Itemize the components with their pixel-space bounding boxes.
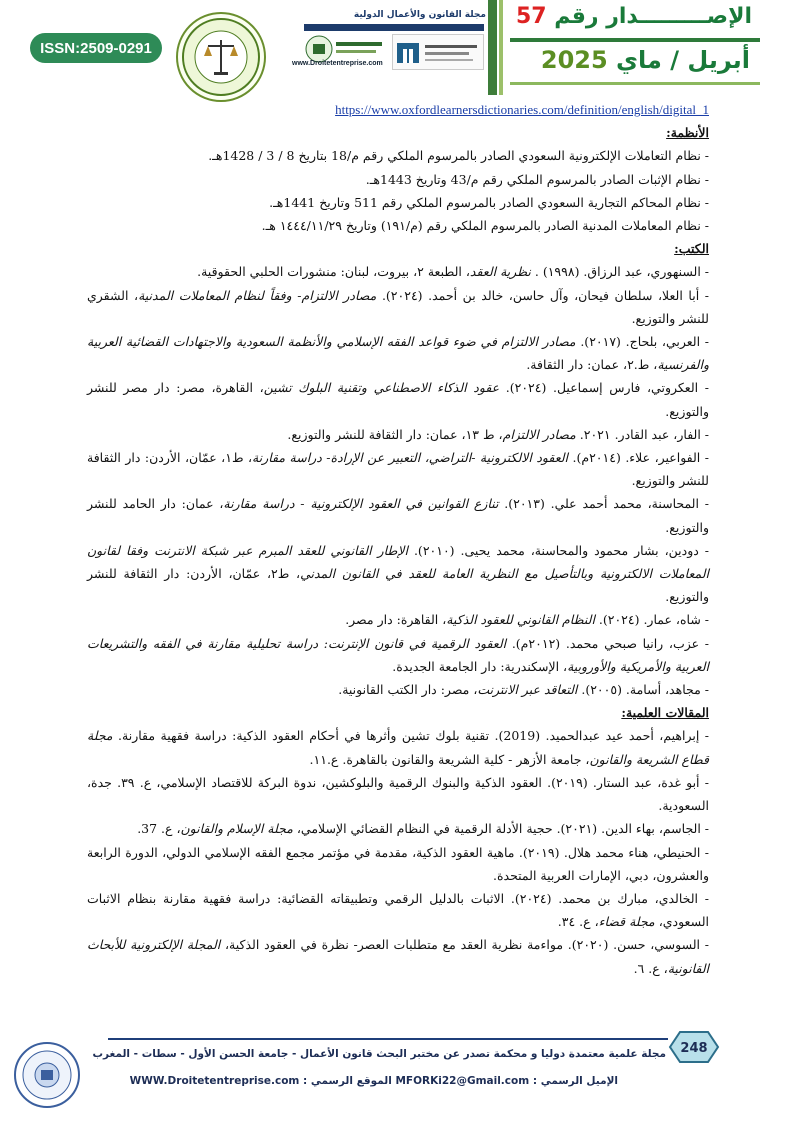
- issue-number: 57: [515, 4, 547, 29]
- issue-months: أبريل / ماي: [616, 46, 750, 74]
- issue-info: [510, 2, 760, 90]
- article-reference-title: المجلة الإلكترونية للأبحاث القانونية: [87, 937, 709, 976]
- book-reference: [87, 330, 709, 376]
- book-reference-title: عقود الذكاء الاصطناعي وتقنية البلوك تشين: [263, 380, 500, 396]
- header-divider-dark: [488, 0, 497, 95]
- book-reference-text: - شاه، عمار. (٢٠٢٤).: [594, 612, 709, 628]
- regulation-item: - نظام المعاملات المدنية الصادر بالمرسوم الملكي رقم (م/١٩١) وتاريخ ١٤٤٤/١١/٢٩ هـ.: [261, 218, 709, 234]
- research-lab-logo: [176, 12, 266, 102]
- book-reference-publisher: ، الطبعة ٢، بيروت، لبنان: منشورات الحلبي الحقوقية.: [197, 264, 470, 280]
- article-reference: [87, 771, 709, 817]
- header-website[interactable]: www.Droitetentreprise.com: [292, 60, 383, 67]
- regulation-item: - نظام التعاملات الإلكترونية السعودي الصادر بالمرسوم الملكي رقم م/18 بتاريخ 8 / 3 / 1428هـ.: [208, 148, 709, 164]
- article-reference-title: مجلة قطاع الشريعة والقانون: [87, 728, 709, 767]
- book-reference-publisher: ، مصر: دار الكتب القانونية.: [338, 682, 478, 698]
- header-divider-light: [499, 0, 503, 95]
- book-reference-text: - السنهوري، عبد الرزاق. (١٩٩٨) .: [534, 264, 709, 280]
- book-reference-text: - الفواعير، علاء. (٢٠١٤م).: [568, 450, 709, 466]
- book-reference-publisher: ، ط٢، عمّان، الأردن: دار الثقافة للنشر والتوزيع.: [87, 566, 709, 605]
- issue-year: 2025: [540, 46, 608, 74]
- issue-label: الإصـــــــــدار رقم: [554, 4, 752, 29]
- book-reference-text: - أبا العلا، سلطان فيحان، وآل حاسن، خالد بن أحمد. (٢٠٢٤).: [376, 287, 709, 303]
- issue-date-line: [541, 46, 750, 74]
- book-reference-text: - عزب، رانيا صبحي محمد. (٢٠١٢م).: [506, 635, 709, 651]
- page-header: [0, 0, 794, 95]
- issue-number-line: [516, 4, 752, 29]
- book-reference: [87, 284, 709, 330]
- book-reference: [87, 446, 709, 492]
- book-reference-publisher: ، ط.٢، عمان: دار الثقافة.: [526, 357, 658, 373]
- book-reference-title: تنازع القوانين في العقود الإلكترونية - دراسة مقارنة: [223, 496, 499, 512]
- university-building-icon: [393, 35, 483, 69]
- section-title-articles: المقالات العلمية:: [621, 705, 709, 721]
- book-reference-publisher: ، القاهرة: دار مصر.: [345, 612, 447, 628]
- regulation-item: - نظام الإثبات الصادر بالمرسوم الملكي رقم م/43 وتاريخ 1443هـ.: [365, 171, 709, 187]
- references-body: [87, 98, 709, 980]
- issue-rule-bottom: [510, 82, 760, 85]
- book-reference-title: مصادر الالتزام في ضوء قواعد الفقه الإسلامي والأنظمة السعودية والاجتهادات القضائية العربية والفرنسية: [87, 334, 709, 373]
- book-reference-text: - الفار، عبد القادر. ٢٠٢١.: [575, 426, 709, 442]
- footer-seal-logo: [12, 1040, 82, 1110]
- scales-of-justice-icon: [180, 16, 262, 98]
- book-reference: [87, 376, 709, 422]
- book-reference-text: - دودين، بشار محمود والمحاسنة، محمد يحيى. (٢٠١٠).: [407, 542, 710, 558]
- article-reference-publisher: ، ع. ٦.: [633, 960, 668, 976]
- book-reference: [87, 260, 709, 283]
- regulation-item: - نظام المحاكم التجارية السعودي الصادر بالمرسوم الملكي رقم 511 وتاريخ 1441هـ.: [269, 194, 709, 210]
- journal-title: مجلة القانون والأعمال الدولية: [353, 10, 486, 20]
- book-reference: [87, 608, 709, 631]
- book-reference-publisher: ، ط١، عمّان، الأردن: دار الثقافة للنشر والتوزيع.: [87, 450, 709, 489]
- article-reference: [87, 817, 709, 840]
- article-reference-text: - السوسي، حسن. (٢٠٢٠). مواءمة نظرية العقد مع متطلبات العصر- نظرة في العقود الذكية،: [220, 937, 709, 953]
- article-reference-title: مجلة قضاء: [598, 914, 655, 930]
- page-number-badge: [660, 1030, 728, 1064]
- university-logo: [392, 34, 484, 70]
- book-reference-title: التعاقد عبر الانترنت: [477, 682, 578, 698]
- article-reference-text: - الجاسم، بهاء الدين. (٢٠٢١). حجية الأدلة الرقمية في النظام القضائي الإسلامي،: [292, 821, 709, 837]
- book-reference-title: مصادر الالتزام: [502, 426, 576, 442]
- book-reference-publisher: ، ط ١٣، عمان: دار الثقافة للنشر والتوزيع.: [287, 426, 503, 442]
- book-reference-publisher: ، القاهرة، مصر: دار مصر للنشر والتوزيع.: [87, 380, 709, 419]
- section-title-regulations: الأنظمة:: [666, 125, 709, 141]
- footer-journal-info: مجلة علمية معتمدة دوليا و محكمة تصدر عن مختبر البحث قانون الأعمال - جامعة الحسن الأول - سطات - المغرب: [92, 1048, 666, 1060]
- regulations-list: [87, 144, 709, 237]
- university-seal-icon: [12, 1040, 82, 1110]
- articles-list: [87, 724, 709, 979]
- book-reference: [87, 423, 709, 446]
- page-number: 248: [680, 1041, 708, 1056]
- article-reference-text: - إبراهيم، أحمد عيد عبدالحميد. (2019). تقنية بلوك تشين وأثرها في أحكام العقود الذكية: دراسة فقهية مقارنة.: [112, 728, 709, 744]
- footer-contact-info[interactable]: الإميل الرسمي : MFORKi22@Gmail.com الموقع الرسمي : WWW.Droitetentreprise.com: [129, 1075, 618, 1087]
- hexagon-badge-icon: [660, 1030, 728, 1064]
- book-reference-title: العقود الرقمية في قانون الإنترنت: دراسة تحليلية مقارنة في الفقه والتشريعات العربية والأمريكية والأوروبية: [87, 635, 709, 674]
- article-reference-text: - الحنيطي، هناء محمد هلال. (٢٠١٩). ماهية العقود الذكية، مقدمة في مؤتمر مجمع الفقه الإسلامي الدولي، الدورة الرابعة والعشرون، دبي، الإمارات العربية المتحدة.: [87, 844, 709, 883]
- issue-rule-top: [510, 38, 760, 42]
- book-reference-title: نظرية العقد: [469, 264, 535, 280]
- footer-rule: [108, 1038, 668, 1040]
- book-reference-publisher: ، الشقري للنشر والتوزيع.: [87, 287, 709, 326]
- book-reference-title: العقود الالكترونية -التراضي، التعبير عن الإرادة- دراسة مقارنة: [252, 450, 569, 466]
- article-reference: [87, 933, 709, 979]
- book-reference-title: الإطار القانوني للعقد المبرم عبر شبكة الانترنت وفقا لقانون المعاملات الالكترونية وبالتأصيل مع النظرية العامة للعقد في القانون المدني: [87, 542, 709, 582]
- book-reference: [87, 492, 709, 538]
- book-reference-title: مصادر الالتزام- وفقاً لنظام المعاملات المدنية: [138, 287, 377, 303]
- book-reference-title: النظام القانوني للعقود الذكية: [446, 612, 595, 628]
- book-reference-text: - العكروتي، فارس إسماعيل. (٢٠٢٤).: [499, 380, 709, 396]
- books-list: [87, 260, 709, 701]
- reference-url[interactable]: https://www.oxfordlearnersdictionaries.com/definition/english/digital_1: [335, 102, 709, 117]
- article-reference-text: - أبو غدة، عبد الستار. (٢٠١٩). العقود الذكية والبنوك الرقمية والبلوكشين، ندوة البركة للاقتصاد الإسلامي، ع. ٣٩. جدة، السعودية.: [87, 774, 709, 814]
- book-reference-text: - مجاهد، أسامة. (٢٠٠٥).: [577, 682, 709, 698]
- issn-badge: ISSN:2509-0291: [30, 33, 162, 63]
- book-reference-publisher: ، الإسكندرية: دار الجامعة الجديدة.: [392, 658, 568, 674]
- book-reference: [87, 632, 709, 678]
- article-reference: [87, 724, 709, 770]
- article-reference-publisher: ، جامعة الأزهر - كلية الشريعة والقانون بالقاهرة. ع.١١.: [309, 751, 590, 767]
- journal-title-bar: [304, 24, 484, 31]
- article-reference: [87, 887, 709, 933]
- article-reference-publisher: ، ع. ٣٤.: [557, 914, 599, 930]
- book-reference: [87, 678, 709, 701]
- article-reference-title: مجلة الإسلام والقانون: [180, 821, 293, 837]
- book-reference-text: - المحاسنة، محمد أحمد علي. (٢٠١٣).: [498, 496, 709, 512]
- book-reference-publisher: ، عمان: دار الحامد للنشر والتوزيع.: [87, 496, 709, 535]
- article-reference-text: - الخالدي، مبارك بن محمد. (٢٠٢٤). الاثبات بالدليل الرقمي وتطبيقاته القضائية: دراسة فقهية مقارنة بنظام الاثبات السعودي،: [87, 890, 709, 930]
- book-reference-text: - العربي، بلحاج. (٢٠١٧).: [575, 334, 709, 350]
- book-reference: [87, 539, 709, 609]
- article-reference: [87, 841, 709, 887]
- section-title-books: الكتب:: [674, 241, 709, 257]
- article-reference-publisher: ، ع. 37.: [137, 821, 181, 837]
